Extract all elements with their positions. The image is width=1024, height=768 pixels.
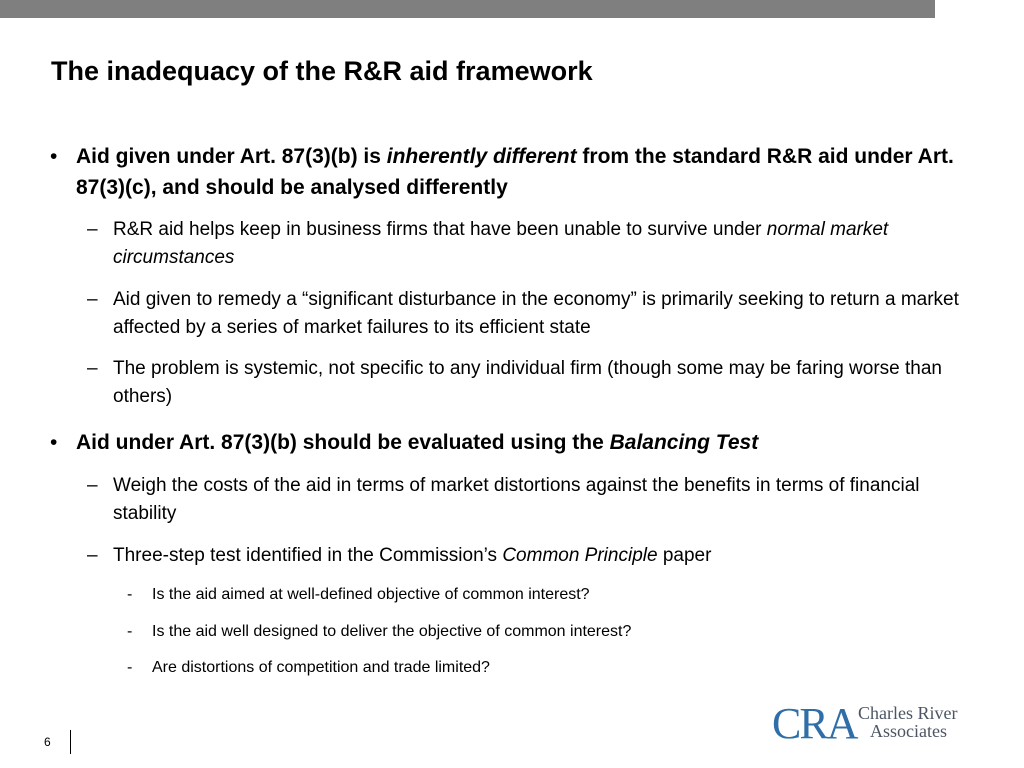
sub-sub-item-1-text: Is the aid aimed at well-defined objective of common interest? — [152, 586, 590, 603]
bullet-2-sub-2-text: Three-step test identified in the Commission’s — [113, 545, 503, 566]
bullet-marker: • — [50, 431, 58, 454]
logo-mark: CRA — [772, 699, 857, 748]
bullet-1-sub-1 — [87, 216, 975, 272]
bullet-2-emphasis: Balancing Test — [609, 431, 759, 454]
sub-sub-item-2-text: Is the aid well designed to deliver the objective of common interest? — [152, 623, 632, 640]
slide-title: The inadequacy of the R&R aid framework — [51, 56, 593, 86]
bullet-1 — [50, 141, 976, 203]
dash-marker: – — [87, 545, 98, 566]
dash-marker: – — [87, 358, 98, 379]
sub-sub-item-3 — [127, 657, 972, 679]
sub-sub-item-1 — [127, 584, 972, 606]
page-number: 6 — [44, 735, 51, 749]
bullet-1-text-end: from the standard R&R aid under Art. 87(3)(c), and should be analysed differently — [76, 145, 954, 199]
company-logo — [772, 700, 977, 748]
dash-marker: – — [87, 219, 98, 240]
top-banner-bar — [0, 0, 935, 18]
logo-line-1: Charles River — [858, 703, 958, 723]
bullet-marker: • — [50, 145, 58, 168]
bullet-1-sub-2 — [87, 286, 975, 342]
bullet-2-text: Aid under Art. 87(3)(b) should be evaluated using the — [76, 431, 610, 454]
hyphen-marker: - — [127, 586, 133, 603]
bullet-2 — [50, 427, 976, 458]
hyphen-marker: - — [127, 623, 133, 640]
bullet-1-sub-3-text: The problem is systemic, not specific to any individual firm (though some may be faring worse than others) — [113, 358, 942, 407]
hyphen-marker: - — [127, 659, 133, 676]
bullet-2-sub-1-text: Weigh the costs of the aid in terms of market distortions against the benefits in terms of financial stability — [113, 475, 920, 524]
dash-marker: – — [87, 475, 98, 496]
footer-divider — [70, 730, 71, 754]
bullet-1-emphasis: inherently different — [386, 145, 577, 168]
sub-sub-item-3-text: Are distortions of competition and trade limited? — [152, 659, 490, 676]
logo-line-2: Associates — [870, 721, 947, 741]
bullet-1-sub-2-text: Aid given to remedy a “significant disturbance in the economy” is primarily seeking to return a market affected by a series of market failures to its efficient state — [113, 289, 959, 338]
bullet-1-sub-1-emphasis: normal market circumstances — [113, 219, 889, 268]
bullet-2-sub-2-text-end: paper — [657, 545, 712, 566]
logo-wordmark — [858, 704, 957, 740]
bullet-2-sub-1 — [87, 472, 975, 528]
dash-marker: – — [87, 289, 98, 310]
bullet-2-sub-2-emphasis: Common Principle — [502, 545, 658, 566]
bullet-1-sub-1-text: R&R aid helps keep in business firms that have been unable to survive under — [113, 219, 767, 240]
bullet-1-text: Aid given under Art. 87(3)(b) is — [76, 145, 387, 168]
bullet-1-sub-3 — [87, 355, 975, 411]
sub-sub-item-2 — [127, 621, 972, 643]
bullet-2-sub-2 — [87, 542, 975, 570]
